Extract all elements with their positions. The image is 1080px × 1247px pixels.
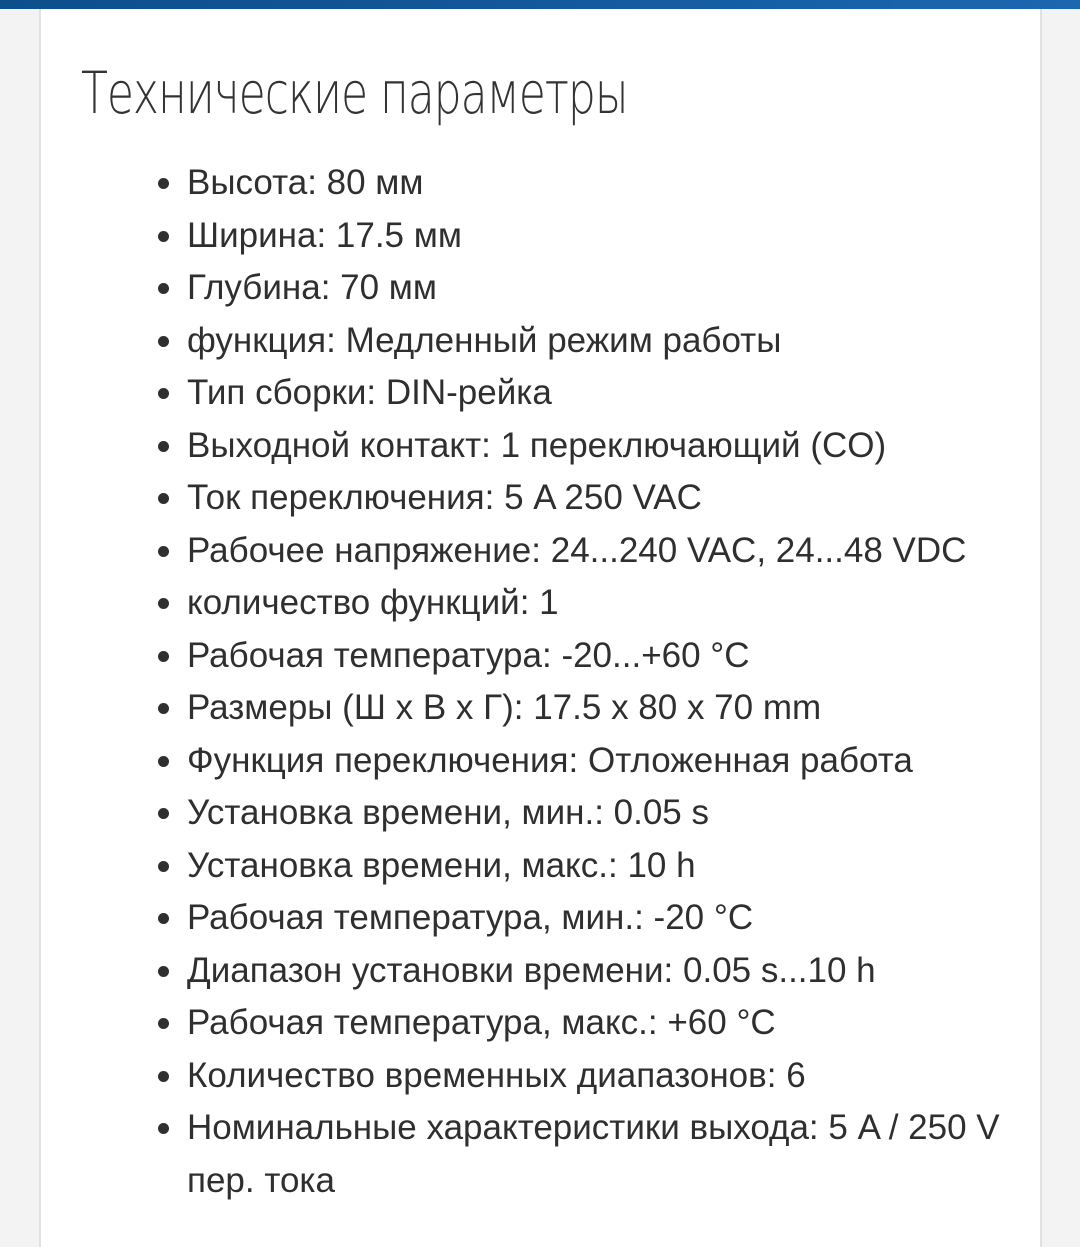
- bullet-icon: [158, 1123, 169, 1134]
- spec-value: 5 A / 250 V пер. тока: [187, 1108, 1000, 1200]
- spec-label: Размеры (Ш x В x Г): [187, 688, 514, 727]
- bullet-icon: [158, 1018, 169, 1029]
- spec-item-switching-current: Ток переключения: 5 A 250 VAC: [187, 472, 1027, 525]
- spec-item-dimensions: Размеры (Ш x В x Г): 17.5 x 80 x 70 mm: [187, 682, 1027, 735]
- spec-label: Рабочая температура, мин.: [187, 898, 635, 937]
- spec-item-output-contact: Выходной контакт: 1 переключающий (CO): [187, 420, 1027, 473]
- bullet-icon: [158, 546, 169, 557]
- bullet-icon: [158, 388, 169, 399]
- spec-label: Тип сборки: [187, 373, 367, 412]
- spec-label: количество функций: [187, 583, 520, 622]
- spec-label: Рабочая температура: [187, 635, 542, 675]
- bullet-icon: [158, 808, 169, 819]
- spec-label: Ток переключения: [187, 478, 485, 517]
- bullet-icon: [158, 598, 169, 609]
- bullet-icon: [158, 703, 169, 714]
- spec-item-operating-temperature-min: Рабочая температура, мин.: -20 °C: [187, 892, 1027, 945]
- spec-value: 17.5 мм: [335, 215, 462, 255]
- spec-value: 24...240 VAC, 24...48 VDC: [550, 530, 967, 570]
- spec-label: Функция переключения: [187, 740, 569, 780]
- bullet-icon: [158, 283, 169, 294]
- spec-item-operating-voltage: Рабочее напряжение: 24...240 VAC, 24...48 VDC: [187, 525, 1027, 578]
- header-bar: [0, 0, 1080, 9]
- spec-value: -20...+60 °C: [561, 635, 750, 675]
- spec-label: Установка времени, макс.: [187, 845, 608, 885]
- spec-item-output-rating: Номинальные характеристики выхода: 5 A / 250 V пер. тока: [187, 1102, 1027, 1207]
- bullet-icon: [158, 231, 169, 242]
- bullet-icon: [158, 913, 169, 924]
- technical-parameters-list: [187, 157, 1027, 1207]
- spec-item-function-count: количество функций: 1: [187, 577, 1027, 630]
- spec-value: -20 °C: [653, 898, 754, 937]
- spec-label: Количество временных диапазонов: [187, 1055, 767, 1095]
- bullet-icon: [158, 1071, 169, 1082]
- spec-value: 6: [786, 1055, 806, 1095]
- spec-value: 80 мм: [326, 163, 424, 202]
- spec-label: Диапазон установки времени: [187, 950, 664, 990]
- bullet-icon: [158, 861, 169, 872]
- bullet-icon: [158, 756, 169, 767]
- spec-value: +60 °C: [667, 1003, 776, 1042]
- page-title: Технические параметры: [81, 59, 628, 127]
- spec-label: Номинальные характеристики выхода: [187, 1108, 809, 1147]
- spec-item-time-setting-min: Установка времени, мин.: 0.05 s: [187, 787, 1027, 840]
- spec-item-depth: Глубина: 70 мм: [187, 262, 1027, 315]
- spec-item-width: Ширина: 17.5 мм: [187, 210, 1027, 263]
- bullet-icon: [158, 651, 169, 662]
- spec-item-time-setting-range: Диапазон установки времени: 0.05 s...10 h: [187, 945, 1027, 998]
- spec-label: Высота: [187, 163, 308, 202]
- spec-label: Глубина: [187, 268, 321, 307]
- spec-value: 0.05 s: [613, 793, 710, 832]
- spec-value: Отложенная работа: [587, 740, 913, 780]
- spec-item-operating-temperature-max: Рабочая температура, макс.: +60 °C: [187, 997, 1027, 1050]
- spec-value: 10 h: [627, 845, 696, 885]
- spec-value: 5 A 250 VAC: [504, 478, 702, 517]
- spec-item-mounting-type: Тип сборки: DIN-рейка: [187, 367, 1027, 420]
- spec-item-height: Высота: 80 мм: [187, 157, 1027, 210]
- spec-label: Установка времени, мин.: [187, 793, 595, 832]
- spec-value: 1 переключающий (CO): [500, 425, 887, 465]
- spec-item-function: функция: Медленный режим работы: [187, 315, 1027, 368]
- spec-label: Ширина: [187, 215, 317, 255]
- bullet-icon: [158, 966, 169, 977]
- bullet-icon: [158, 493, 169, 504]
- spec-label: Рабочее напряжение: [187, 530, 532, 570]
- spec-item-time-setting-max: Установка времени, макс.: 10 h: [187, 840, 1027, 893]
- spec-value: 1: [539, 583, 559, 622]
- bullet-icon: [158, 441, 169, 452]
- spec-value: 0.05 s...10 h: [683, 950, 876, 990]
- spec-item-time-range-count: Количество временных диапазонов: 6: [187, 1050, 1027, 1103]
- bullet-icon: [158, 336, 169, 347]
- spec-value: Медленный режим работы: [345, 320, 782, 360]
- bullet-icon: [158, 178, 169, 189]
- spec-item-operating-temperature: Рабочая температура: -20...+60 °C: [187, 630, 1027, 683]
- spec-label: Рабочая температура, макс.: [187, 1003, 648, 1042]
- spec-item-switching-function: Функция переключения: Отложенная работа: [187, 735, 1027, 788]
- spec-value: 17.5 x 80 x 70 mm: [533, 688, 822, 727]
- spec-label: Выходной контакт: [187, 425, 482, 465]
- spec-label: функция: [187, 320, 327, 360]
- spec-value: DIN-рейка: [385, 373, 552, 412]
- spec-value: 70 мм: [340, 268, 437, 307]
